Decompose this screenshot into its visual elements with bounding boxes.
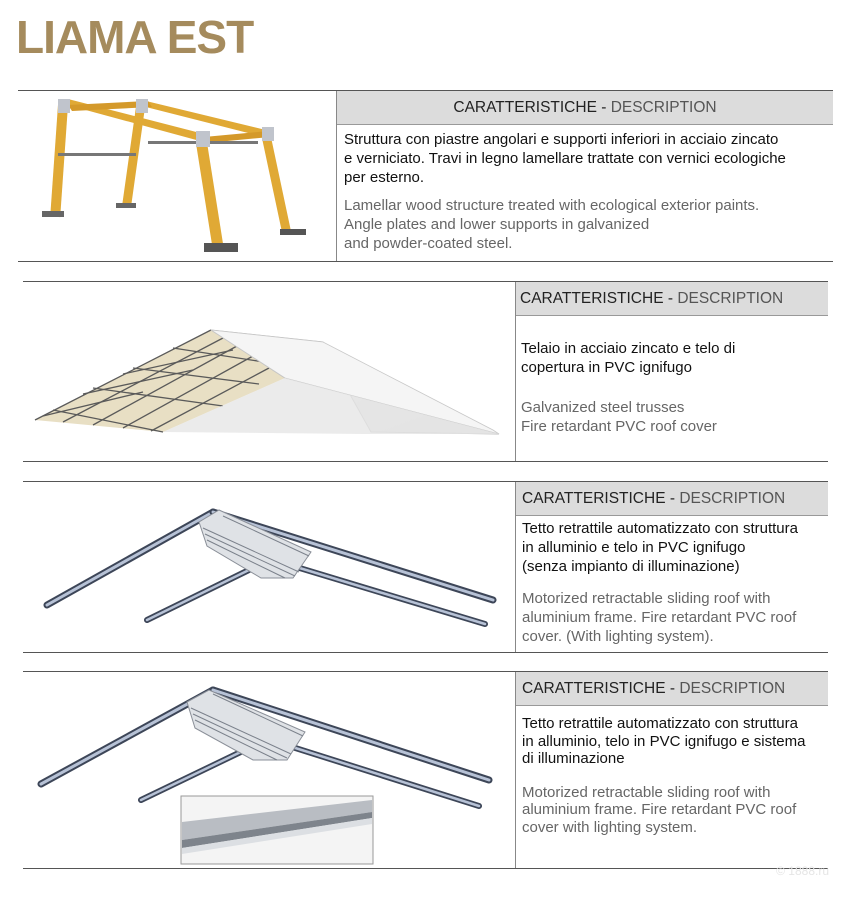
header-label-en: DESCRIPTION [679,680,786,697]
header-label-it: CARATTERISTICHE - [453,99,611,116]
description-cell [336,91,833,261]
header-label-it: CARATTERISTICHE - [522,490,680,507]
header-label-en: DESCRIPTION [679,490,786,507]
header-label-it: CARATTERISTICHE - [520,290,678,307]
product-block-cover [23,281,828,462]
product-block-frame [18,90,833,262]
product-block-retractable-lighting [23,671,828,869]
wood-frame-image [18,91,336,261]
header-label-it: CARATTERISTICHE - [522,680,680,697]
header-label-en: DESCRIPTION [677,290,784,307]
product-block-retractable [23,481,828,653]
header-label-en: DESCRIPTION [610,99,717,116]
italian-description: Tetto retrattile automatizzato con struttura in alluminio, telo in PVC ignifugo e sistema di illuminazione [522,715,806,767]
pvc-cover-image [23,282,515,461]
english-description: Lamellar wood structure treated with ecological exterior paints. Angle plates and lower supports in galvanized and powder-coated steel. [344,197,760,252]
description-cell [515,282,828,461]
description-header [516,282,828,316]
english-description: Motorized retractable sliding roof with aluminium frame. Fire retardant PVC roof cover with lighting system. [522,783,797,836]
description-header [337,91,833,125]
italian-description: Struttura con piastre angolari e supporti inferiori in acciaio zincato e verniciato. Travi in legno lamellare trattate con vernici ecologiche per esterno. [344,131,786,186]
italian-description: Tetto retrattile automatizzato con struttura in alluminio e telo in PVC ignifugo (senza impianto di illuminazione) [522,520,798,575]
retractable-roof-image [23,482,515,652]
italian-description: Telaio in acciaio zincato e telo di copertura in PVC ignifugo [521,340,736,376]
page-title: LIAMA EST [16,11,254,63]
description-header [516,482,828,516]
watermark: © 1888.ru [776,864,829,878]
english-description: Motorized retractable sliding roof with aluminium frame. Fire retardant PVC roof cover. (With lighting system). [522,590,797,645]
description-header [516,672,828,706]
description-cell [515,482,828,652]
english-description: Galvanized steel trusses Fire retardant PVC roof cover [521,399,717,435]
retractable-roof-lighting-image [23,672,515,868]
description-cell [515,672,828,868]
